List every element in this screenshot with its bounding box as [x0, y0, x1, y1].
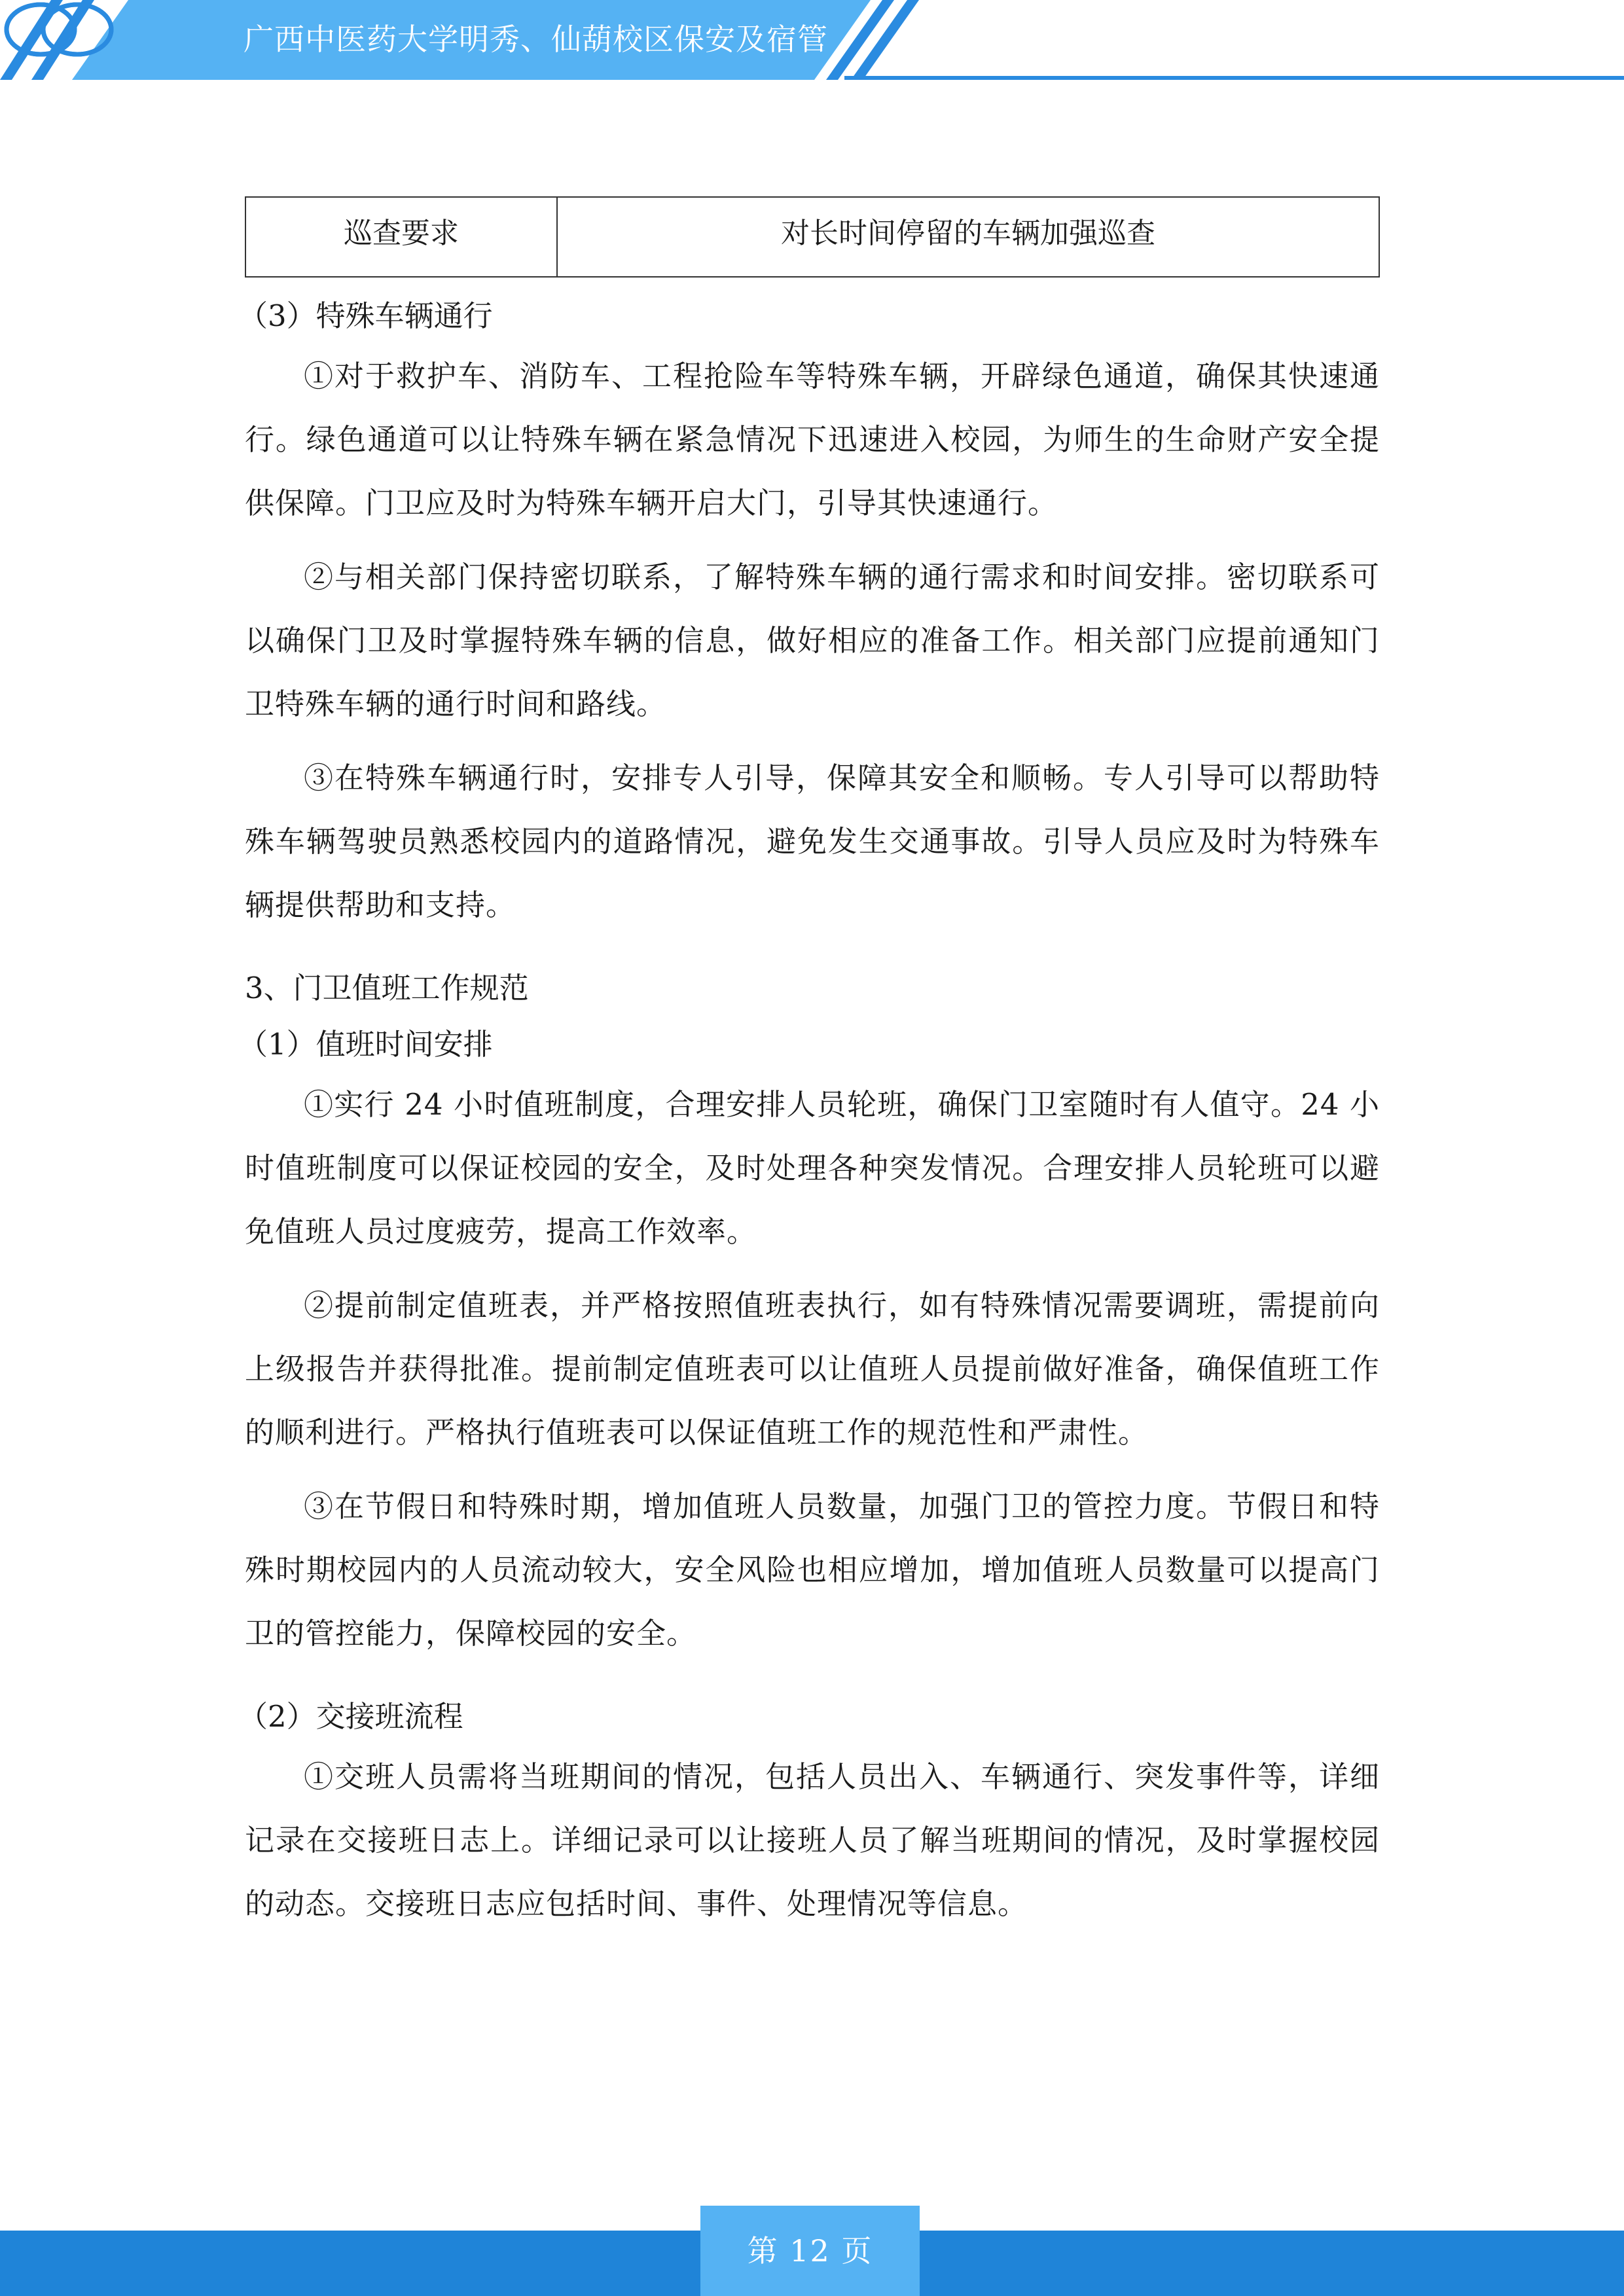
table-cell-label: 巡查要求 — [245, 197, 557, 277]
paragraph: ③在节假日和特殊时期，增加值班人员数量，加强门卫的管控力度。节假日和特殊时期校园内的人员流动较大，安全风险也相应增加，增加值班人员数量可以提高门卫的管控能力，保障校园的安全。 — [245, 1489, 1380, 1651]
page-number: 第 12 页 — [747, 2233, 873, 2269]
paragraph: ②与相关部门保持密切联系，了解特殊车辆的通行需求和时间安排。密切联系可以确保门卫及时掌握特殊车辆的信息，做好相应的准备工作。相关部门应提前通知门卫特殊车辆的通行时间和路线。 — [245, 560, 1380, 721]
section-heading: （1）值班时间安排 — [238, 1027, 493, 1062]
document-body — [238, 288, 1380, 1946]
paragraph: ①实行 24 小时值班制度，合理安排人员轮班，确保门卫室随时有人值守。24 小时值班制度可以保证校园的安全，及时处理各种突发情况。合理安排人员轮班可以避免值班人员过度疲劳，提高工作效率。 — [245, 1087, 1380, 1249]
paragraph: ①对于救护车、消防车、工程抢险车等特殊车辆，开辟绿色通道，确保其快速通行。绿色通道可以让特殊车辆在紧急情况下迅速进入校园，为师生的生命财产安全提供保障。门卫应及时为特殊车辆开启大门，引导其快速通行。 — [245, 359, 1380, 520]
table-cell-value: 对长时间停留的车辆加强巡查 — [557, 197, 1379, 277]
section-heading: （2）交接班流程 — [238, 1699, 463, 1734]
section-heading: （3）特殊车辆通行 — [238, 298, 493, 333]
paragraph: ①交班人员需将当班期间的情况，包括人员出入、车辆通行、突发事件等，详细记录在交接班日志上。详细记录可以让接班人员了解当班期间的情况，及时掌握校园的动态。交接班日志应包括时间、事件、处理情况等信息。 — [245, 1759, 1380, 1921]
info-table — [245, 196, 1380, 278]
header-rule — [844, 76, 1624, 80]
paragraph: ③在特殊车辆通行时，安排专人引导，保障其安全和顺畅。专人引导可以帮助特殊车辆驾驶员熟悉校园内的道路情况，避免发生交通事故。引导人员应及时为特殊车辆提供帮助和支持。 — [245, 761, 1380, 922]
rings-logo-icon — [0, 0, 118, 59]
table-row — [245, 197, 1379, 277]
paragraph: ②提前制定值班表，并严格按照值班表执行，如有特殊情况需要调班，需提前向上级报告并获得批准。提前制定值班表可以让值班人员提前做好准备，确保值班工作的顺利进行。严格执行值班表可以保证值班工作的规范性和严肃性。 — [245, 1288, 1380, 1450]
section-heading: 3、门卫值班工作规范 — [245, 971, 529, 1005]
page-header — [0, 0, 1624, 85]
header-title: 广西中医药大学明秀、仙葫校区保安及宿管 — [244, 22, 828, 57]
